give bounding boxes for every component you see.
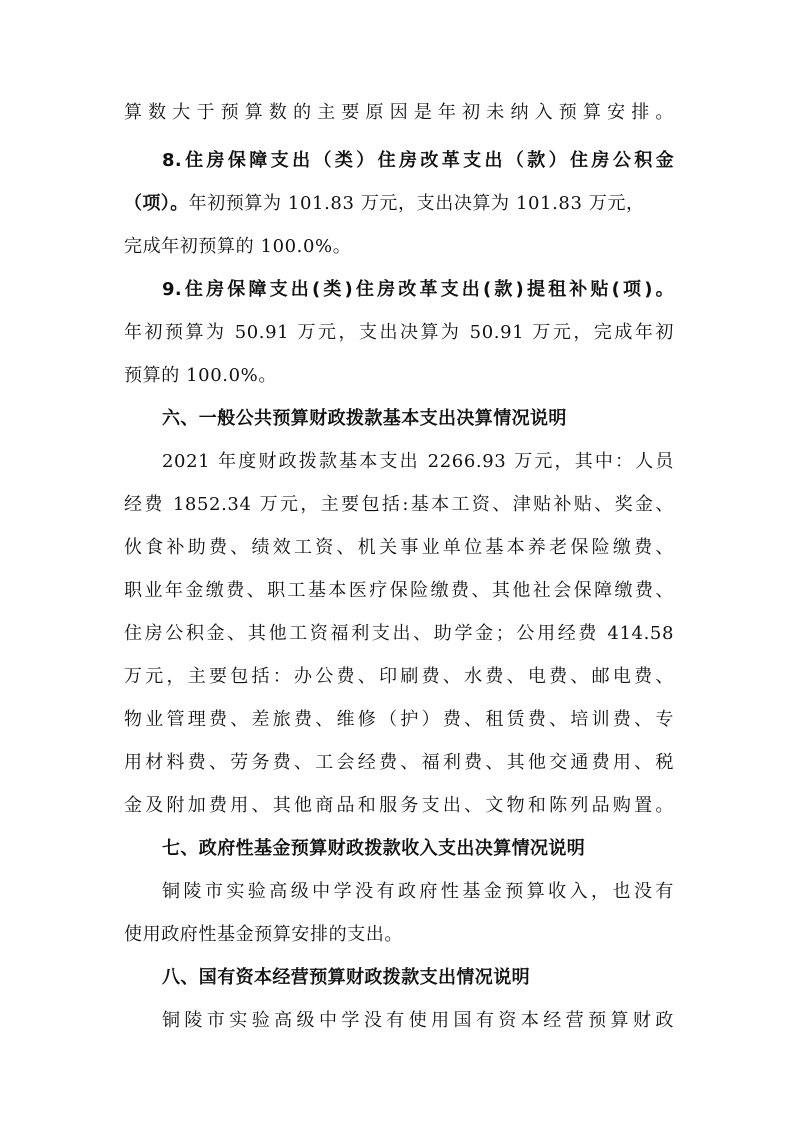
paragraph-line: 铜陵市实验高级中学没有政府性基金预算收入，也没有 xyxy=(162,881,674,902)
paragraph-line: 万元，主要包括：办公费、印刷费、水费、电费、邮电费、 xyxy=(124,666,674,687)
paragraph-line: 职业年金缴费、职工基本医疗保险缴费、其他社会保障缴费、 xyxy=(124,580,674,601)
item-heading-rent-subsidy: 9.住房保障支出(类)住房改革支出(款)提租补贴(项)。 xyxy=(162,279,674,300)
paragraph-line: 经费 1852.34 万元，主要包括:基本工资、津贴补贴、奖金、 xyxy=(124,494,674,515)
paragraph-line: 物业管理费、差旅费、维修（护）费、租赁费、培训费、专 xyxy=(124,709,674,730)
item-heading-housing-fund-suffix: （项）。 xyxy=(124,193,189,214)
paragraph-line: 2021 年度财政拨款基本支出 2266.93 万元，其中：人员 xyxy=(162,451,674,472)
paragraph-line: 年初预算为 50.91 万元，支出决算为 50.91 万元，完成年初 xyxy=(124,322,674,343)
section-heading-basic-expenditure: 六、一般公共预算财政拨款基本支出决算情况说明 xyxy=(162,408,567,429)
paragraph-line: 使用政府性基金预算安排的支出。 xyxy=(124,924,403,945)
paragraph-line: 住房公积金、其他工资福利支出、助学金；公用经费 414.58 xyxy=(124,623,674,644)
paragraph-line: 年初预算为 101.83 万元，支出决算为 101.83 万元， xyxy=(188,193,645,214)
section-heading-government-fund: 七、政府性基金预算财政拨款收入支出决算情况说明 xyxy=(162,838,586,859)
item-heading-housing-fund: 8.住房保障支出（类）住房改革支出（款）住房公积金 xyxy=(162,150,674,171)
item-heading-housing-fund-cont xyxy=(124,190,674,218)
paragraph-line: 算数大于预算数的主要原因是年初未纳入预算安排。 xyxy=(124,102,674,123)
paragraph-line: 预算的 100.0%。 xyxy=(124,365,277,386)
paragraph-line: 铜陵市实验高级中学没有使用国有资本经营预算财政 xyxy=(162,1010,674,1031)
paragraph-line: 金及附加费用、其他商品和服务支出、文物和陈列品购置。 xyxy=(124,795,674,816)
paragraph-line: 完成年初预算的 100.0%。 xyxy=(124,236,352,257)
section-heading-state-capital: 八、国有资本经营预算财政拨款支出情况说明 xyxy=(162,967,530,988)
paragraph-line: 用材料费、劳务费、工会经费、福利费、其他交通费用、税 xyxy=(124,752,674,773)
paragraph-line: 伙食补助费、绩效工资、机关事业单位基本养老保险缴费、 xyxy=(124,537,674,558)
